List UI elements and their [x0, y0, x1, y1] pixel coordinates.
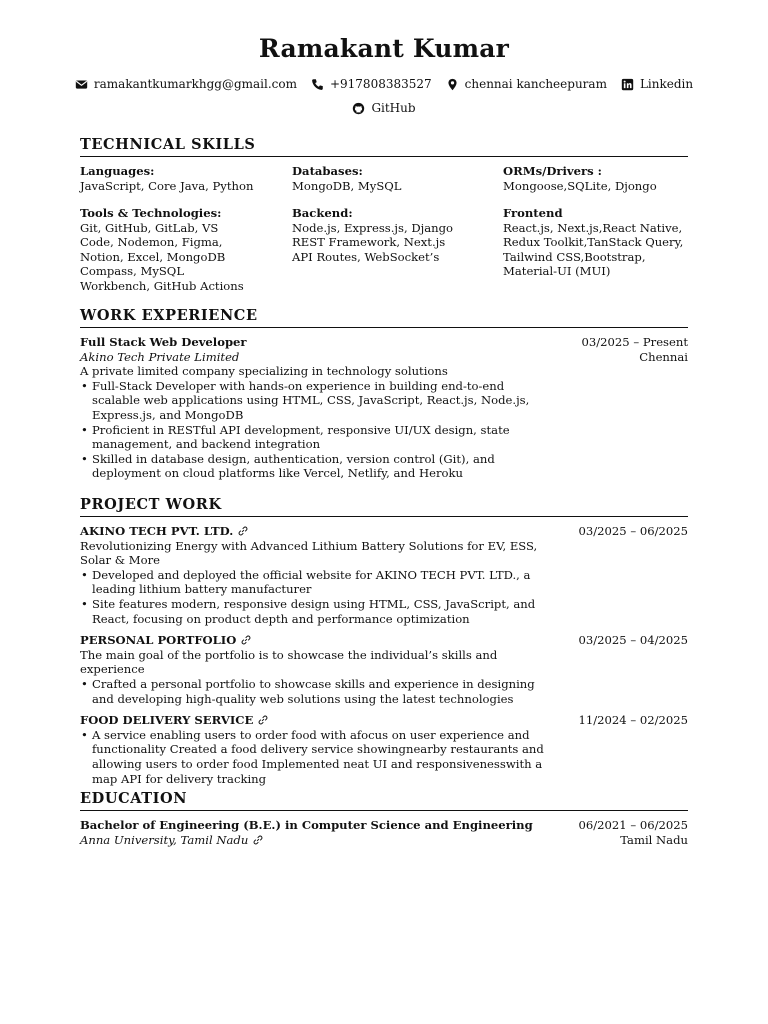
skill-label: Tools & Technologies: [80, 206, 222, 220]
experience-heading: WORK EXPERIENCE [80, 307, 688, 328]
skill-label: Languages: [80, 164, 155, 178]
location-text: chennai kancheepuram [464, 77, 607, 91]
skills-section [80, 136, 688, 304]
education-heading: EDUCATION [80, 790, 688, 811]
linkedin-icon [621, 78, 634, 91]
list-item: • Full-Stack Developer with hands-on experience in building end-to-end scalable web applications using HTML, CSS, JavaScript, React.js, Node.js, Express.js, and MongoDB [92, 379, 554, 423]
project-entry [80, 713, 688, 786]
project-bullets [80, 728, 554, 786]
contact-email[interactable] [75, 77, 297, 91]
skill-backend [292, 206, 467, 264]
project-bullets [80, 568, 554, 626]
github-text: GitHub [371, 101, 416, 115]
skill-databases [292, 164, 482, 193]
job-location: Chennai [639, 349, 688, 364]
skill-orms [503, 164, 688, 193]
list-item: • Proficient in RESTful API development, responsive UI/UX design, state management, and backend integration [92, 423, 554, 452]
project-title: FOOD DELIVERY SERVICE [80, 713, 254, 728]
envelope-icon [75, 78, 88, 91]
job-summary: A private limited company specializing in technology solutions [80, 364, 448, 379]
skill-value: Node.js, Express.js, Django REST Framework, Next.js API Routes, WebSocket’s [292, 220, 454, 264]
link-icon[interactable] [238, 526, 248, 536]
project-dates: 11/2024 – 02/2025 [578, 713, 688, 728]
project-entry [80, 633, 688, 706]
projects-section [80, 496, 688, 786]
map-pin-icon [446, 78, 459, 91]
link-icon[interactable] [258, 715, 268, 725]
job-entry [80, 335, 688, 481]
github-icon [352, 102, 365, 115]
link-icon[interactable] [253, 835, 263, 845]
skill-label: ORMs/Drivers : [503, 164, 602, 178]
education-section [80, 790, 688, 847]
job-company: Akino Tech Private Limited [80, 349, 240, 364]
skill-value: Git, GitHub, GitLab, VS Code, Nodemon, Figma, Notion, Excel, MongoDB Compass, MySQL Workbench, GitHub Actions [80, 220, 244, 293]
skill-frontend [503, 206, 688, 279]
contact-row-2 [80, 101, 688, 115]
job-meta [582, 335, 688, 364]
skill-label: Databases: [292, 164, 363, 178]
skill-label: Backend: [292, 206, 353, 220]
school: Anna University, Tamil Nadu [80, 832, 249, 847]
job-bullets [80, 379, 554, 481]
degree: Bachelor of Engineering (B.E.) in Computer Science and Engineering [80, 818, 533, 832]
project-summary: The main goal of the portfolio is to showcase the individual’s skills and experience [80, 647, 498, 677]
education-dates: 06/2021 – 06/2025 [578, 818, 688, 832]
contact-github[interactable] [352, 101, 415, 115]
phone-icon [311, 78, 324, 91]
project-dates: 03/2025 – 06/2025 [578, 524, 688, 538]
project-title: AKINO TECH PVT. LTD. [80, 524, 234, 538]
experience-section [80, 307, 688, 481]
email-text: ramakantkumarkhgg@gmail.com [93, 77, 297, 91]
contact-phone[interactable] [311, 77, 432, 91]
link-icon[interactable] [241, 635, 251, 645]
education-location: Tamil Nadu [620, 832, 688, 847]
skills-grid [80, 164, 688, 304]
skill-value: JavaScript, Core Java, Python [80, 178, 254, 193]
list-item: • Developed and deployed the official website for AKINO TECH PVT. LTD., a leading lithium battery manufacturer [92, 568, 554, 597]
skill-languages [80, 164, 270, 193]
linkedin-text: Linkedin [639, 77, 694, 91]
job-title: Full Stack Web Developer [80, 335, 247, 349]
project-title: PERSONAL PORTFOLIO [80, 633, 237, 648]
phone-text: +917808383527 [329, 77, 432, 91]
project-entry [80, 524, 688, 626]
skill-value: React.js, Next.js,React Native, Redux Toolkit,TanStack Query, Tailwind CSS,Bootstrap, Material-UI (MUI) [503, 220, 684, 279]
skill-tools [80, 206, 255, 294]
education-entry [80, 818, 688, 847]
list-item: • Skilled in database design, authentication, version control (Git), and deployment on cloud platforms like Vercel, Netlify, and Heroku [92, 452, 554, 481]
skill-value: Mongoose,SQLite, Djongo [503, 178, 657, 193]
project-dates: 03/2025 – 04/2025 [578, 633, 688, 648]
skills-heading: TECHNICAL SKILLS [80, 136, 688, 157]
job-dates: 03/2025 – Present [581, 335, 688, 349]
list-item: • A service enabling users to order food with afocus on user experience and functionality Created a food delivery service showingnearby restaurants and allowing users to order food Implemented neat UI and responsivenesswith a map API for delivery tracking [92, 728, 554, 786]
project-summary: Revolutionizing Energy with Advanced Lithium Battery Solutions for EV, ESS, Solar & More [80, 538, 538, 568]
list-item: • Site features modern, responsive design using HTML, CSS, JavaScript, and React, focusing on product depth and performance optimization [92, 597, 554, 626]
candidate-name: Ramakant Kumar [258, 34, 510, 63]
contact-row [80, 77, 694, 91]
list-item: • Crafted a personal portfolio to showcase skills and experience in designing and developing high-quality web solutions using the latest technologies [92, 677, 554, 706]
skill-label: Frontend [503, 206, 563, 220]
projects-heading: PROJECT WORK [80, 496, 688, 517]
project-bullets [80, 677, 554, 706]
skill-value: MongoDB, MySQL [292, 178, 402, 193]
contact-linkedin[interactable] [621, 77, 693, 91]
contact-location [446, 77, 607, 91]
education-meta [579, 818, 689, 847]
